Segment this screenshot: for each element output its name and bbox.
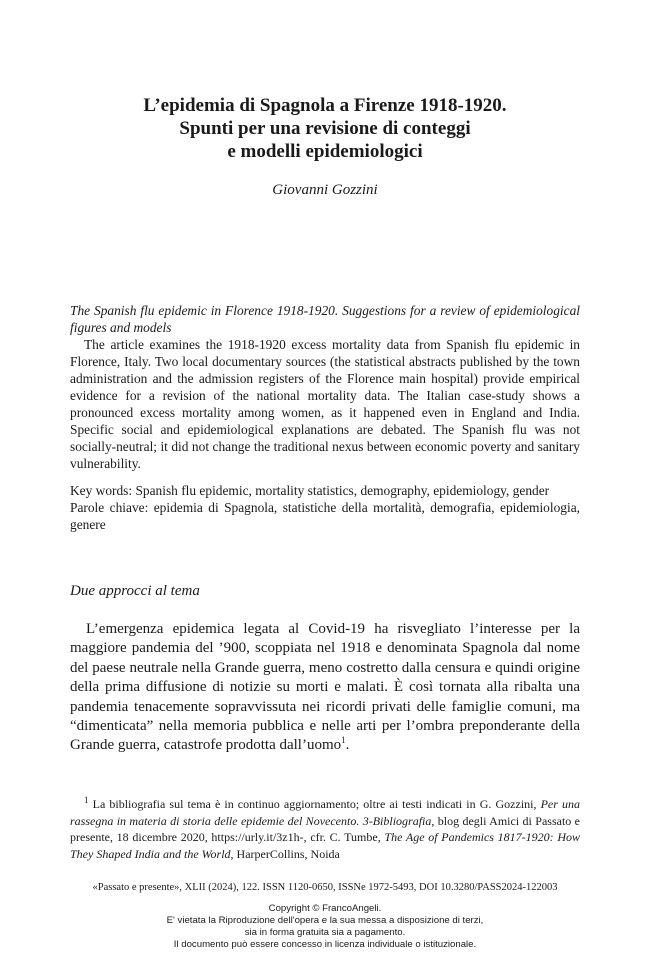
keywords <box>70 482 580 533</box>
copyright-line-1: Copyright © FrancoAngeli. <box>268 903 382 914</box>
abstract-body: The article examines the 1918-1920 excess mortality data from Spanish flu epidemic in Florence, Italy. Two local documentary sources (the statistical abstracts published by the town administration and the admission registers of the Florence main hospital) provide empirical evidence for a revision of the national mortality data. The Italian case-study shows a pronounced excess mortality among women, as it happened even in England and India. Specific social and epidemiological explanations are debated. The Spanish flu was not socially-neutral; it did not change the traditional nexus between economic poverty and sanitary vulnerability. <box>70 337 580 471</box>
abstract-title: The Spanish flu epidemic in Florence 1918-1920. Suggestions for a review of epidemiological figures and models <box>70 303 580 335</box>
journal-citation: «Passato e presente», XLII (2024), 122. ISSN 1120-0650, ISSNe 1972-5493, DOI 10.3280/PASS2024-122003 <box>92 882 558 893</box>
abstract <box>70 302 580 472</box>
footnote-italic-title-2: The Age of Pandemics 1817-1920: How They Shaped India and the World <box>70 830 580 861</box>
section-heading: Due approcci al tema <box>70 583 200 599</box>
body-text: L’emergenza epidemica legata al Covid-19 ha risvegliato l’interesse per la maggiore pandemia del ’900, scoppiata nel 1918 e denominata Spagnola dal nome del paese neutrale nella Grande guerra, meno costretto dalla censura e quindi origine della prima diffusione di notizie su morti e malati. È così tornata alla ribalta una pandemia tenacemente sopravvissuta nei ricordi privati delle famiglie comuni, ma “dimenticata” nella memoria pubblica e nelle arti per l’ombra preponderante della Grande guerra, catastrofe prodotta dall’uomo <box>70 621 580 754</box>
footnote-text-2: , blog degli Amici di Passato e presente, 18 dicembre 2020, https://urly.it/3z1h-, cfr. C. Tumbe, <box>70 813 580 844</box>
footnote <box>70 796 580 862</box>
keywords-english: Key words: Spanish flu epidemic, mortality statistics, demography, epidemiology, gender <box>70 483 550 498</box>
body-paragraph: L’emergenza epidemica legata al Covid-19 ha risvegliato l’interesse per la maggiore pandemia del ’900, scoppiata nel 1918 e denominata Spagnola dal nome del paese neutrale nella Grande guerra, meno costretto dalla censura e quindi origine della prima diffusione di notizie su morti e malati. È così tornata alla ribalta una pandemia tenacemente sopravvissuta nei ricordi privati delle famiglie comuni, ma “dimenticata” nella memoria pubblica e nelle arti per l’ombra preponderante della Grande guerra, catastrofe prodotta dall’uomo$^1$. <box>70 621 580 754</box>
footnote-italic-title-1: Per una rassegna in materia di storia delle epidemie del Novecento. 3-Bibliografia <box>70 797 581 828</box>
footnote-marker: 1 <box>84 795 89 805</box>
title-line-3: e modelli epidemiologici <box>227 141 423 162</box>
footnote-text-1: La bibliografia sul tema è in continuo aggiornamento; oltre ai testi indicati in G. Gozzini, <box>92 797 541 811</box>
footnote-text-3: , HarperCollins, Noida <box>230 846 340 861</box>
copyright-line-4: Il documento può essere concesso in licenza individuale o istituzionale. <box>173 939 477 950</box>
title-line-2: Spunti per una revisione di conteggi <box>179 118 471 139</box>
footnote-reference[interactable]: 1 <box>341 735 346 746</box>
author-name: Giovanni Gozzini <box>272 182 378 198</box>
copyright-notice <box>70 903 580 951</box>
article-title <box>70 94 580 163</box>
title-line-1: L’epidemia di Spagnola a Firenze 1918-1920. <box>143 95 507 116</box>
copyright-line-3: sia in forma gratuita sia a pagamento. <box>244 927 406 938</box>
copyright-line-2: E' vietata la Riproduzione dell'opera e la sua messa a disposizione di terzi, <box>166 915 484 926</box>
keywords-italian: Parole chiave: epidemia di Spagnola, statistiche della mortalità, demografia, epidemiologia, genere <box>70 500 580 532</box>
